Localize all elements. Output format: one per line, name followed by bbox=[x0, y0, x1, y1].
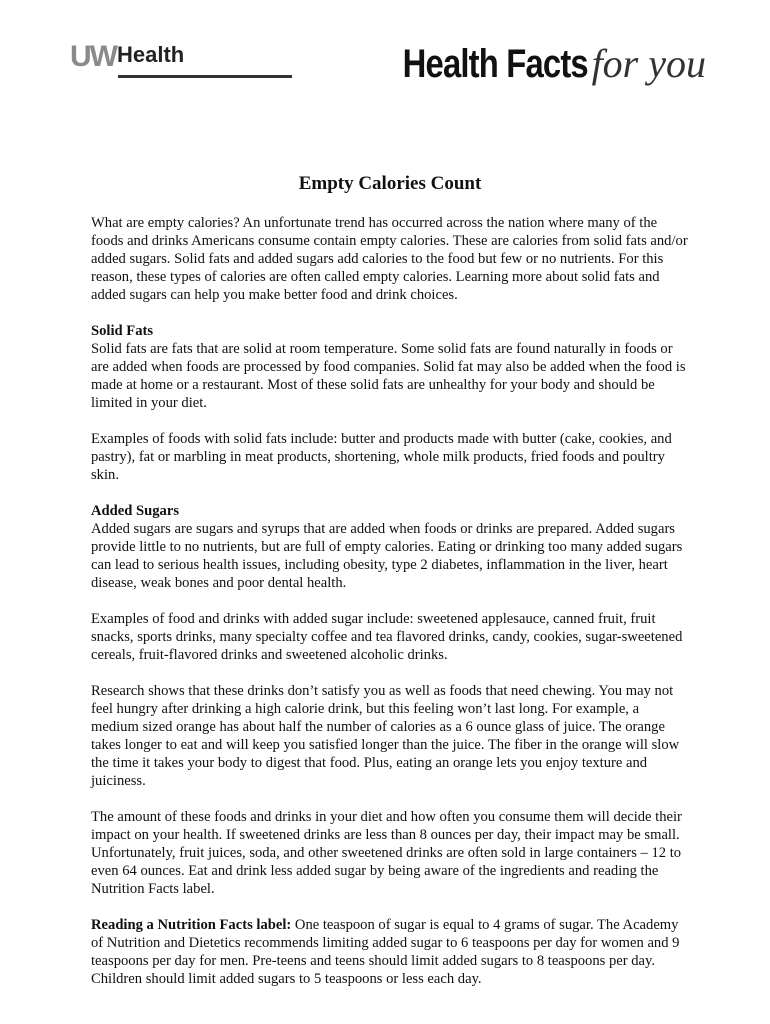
added-sugars-examples: Examples of food and drinks with added sugar include: sweetened applesauce, canned fruit, fruit snacks, sports drinks, many specialty coffee and tea flavored drinks, candy, cookies, sugar-sweetened cereals, fruit-flavored drinks and sweetened alcoholic drinks. bbox=[91, 611, 683, 663]
logo-underline bbox=[118, 75, 292, 78]
solid-fats-examples: Examples of foods with solid fats include: butter and products made with butter (cake, cookies, and pastry), fat or marbling in meat products, shortening, whole milk products, fried foods and poultry skin. bbox=[91, 431, 672, 483]
added-sugars-body: Added sugars are sugars and syrups that are added when foods or drinks are prepared. Added sugars provide little to no nutrients, but are full of empty calories. Eating or drinking too many added sugars can lead to serious health issues, including obesity, type 2 diabetes, inflammation in the liver, heart disease, weak bones and poor dental health. bbox=[91, 521, 683, 591]
logo-health-text: Health bbox=[116, 42, 185, 67]
added-sugars-section bbox=[91, 502, 689, 592]
solid-fats-heading: Solid Fats bbox=[91, 323, 154, 339]
health-facts-for-you-logo bbox=[362, 40, 706, 87]
research-paragraph: Research shows that these drinks don’t satisfy you as well as foods that need chewing. You may not feel hungry after drinking a high calorie drink, but this feeling won’t last long. For example, a medium sized orange has about half the number of calories as a 6 ounce glass of juice. The orange takes longer to eat and will keep you satisfied longer than the juice. The fiber in the orange will slow the time it takes your body to digest that food. Plus, eating an orange lets you enjoy texture and juiciness. bbox=[91, 683, 680, 789]
brand-main-text: Health Facts bbox=[402, 42, 588, 86]
added-sugars-heading: Added Sugars bbox=[91, 503, 179, 519]
nutrition-label-lead: Reading a Nutrition Facts label: bbox=[91, 917, 292, 933]
nutrition-label-paragraph bbox=[91, 916, 689, 988]
solid-fats-body: Solid fats are fats that are solid at room temperature. Some solid fats are found naturally in foods or are added when foods are processed by food companies. Solid fat may also be added when the food is made at home or a restaurant. Most of these solid fats are unhealthy for your body and should be limited in your diet. bbox=[91, 341, 686, 411]
solid-fats-section bbox=[91, 322, 689, 412]
logo-uw-text: UW bbox=[70, 40, 116, 73]
page-title: Empty Calories Count bbox=[298, 173, 482, 194]
document-body bbox=[91, 172, 689, 1006]
page-header bbox=[0, 0, 770, 110]
uw-health-logo bbox=[70, 42, 184, 72]
amount-paragraph: The amount of these foods and drinks in your diet and how often you consume them will decide their impact on your health. If sweetened drinks are less than 8 ounces per day, their impact may be small. Unfortunately, fruit juices, soda, and other sweetened drinks are often sold in large containers – 12 to even 64 ounces. Eat and drink less added sugar by being aware of the ingredients and reading the Nutrition Facts label. bbox=[91, 809, 682, 897]
intro-paragraph: What are empty calories? An unfortunate trend has occurred across the nation where many of the foods and drinks Americans consume contain empty calories. These are calories from solid fats and/or added sugars. Solid fats and added sugars add calories to the food but few or no nutrients. For this reason, these types of calories are often called empty calories. Learning more about solid fats and added sugars can help you make better food and drink choices. bbox=[91, 215, 688, 303]
brand-script-text: for you bbox=[591, 41, 706, 86]
nutrition-label-body: One teaspoon of sugar is equal to 4 grams of sugar. The Academy of Nutrition and Dietetics recommends limiting added sugar to 6 teaspoons per day for women and 9 teaspoons per day for men. Pre-teens and teens should limit added sugars to 8 teaspoons per day. Children should limit added sugars to 5 teaspoons or less each day. bbox=[91, 917, 680, 987]
